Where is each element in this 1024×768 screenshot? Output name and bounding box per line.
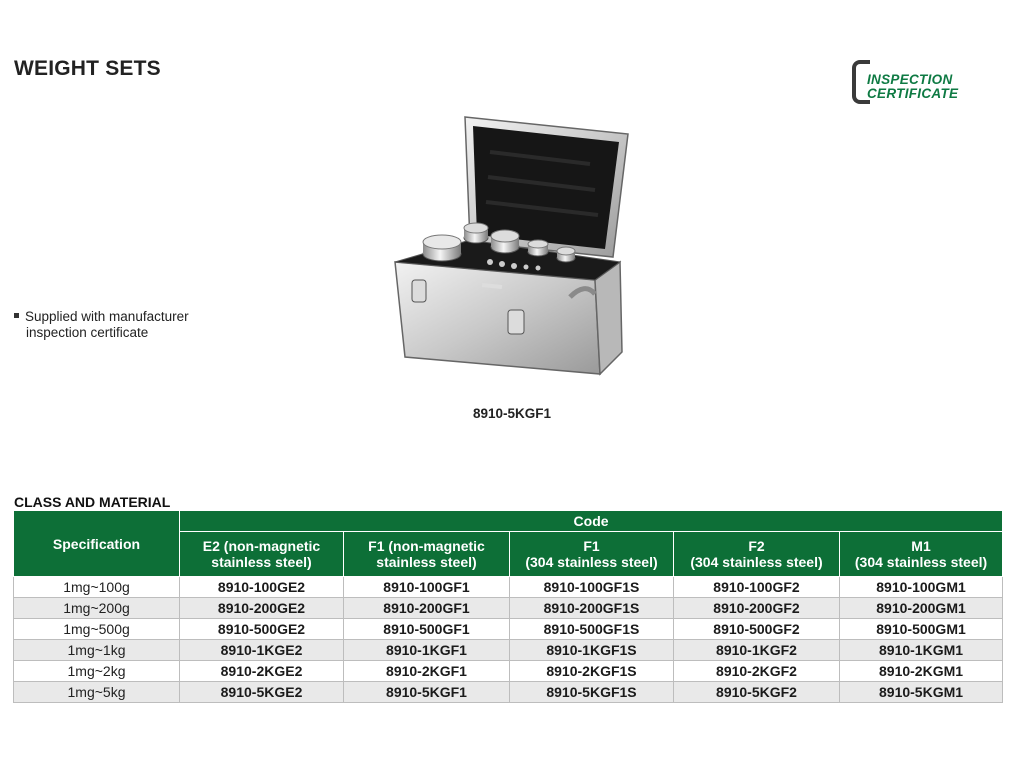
code-cell: 8910-500GF1 — [344, 619, 510, 640]
specification-cell: 1mg~5kg — [14, 682, 180, 703]
feature-bullet — [14, 309, 189, 341]
code-cell: 8910-100GM1 — [840, 577, 1003, 598]
column-header-line-2: stainless steel) — [376, 554, 477, 570]
weight-set-case-image — [390, 112, 635, 377]
specification-cell: 1mg~2kg — [14, 661, 180, 682]
code-cell: 8910-1KGF2 — [674, 640, 840, 661]
bullet-square-icon — [14, 313, 19, 318]
certificate-line-2: CERTIFICATE — [867, 86, 959, 101]
column-header-line-2: (304 stainless steel) — [854, 554, 988, 570]
code-cell: 8910-500GF2 — [674, 619, 840, 640]
inspection-certificate-logo — [852, 60, 988, 104]
code-cell: 8910-5KGF1 — [344, 682, 510, 703]
column-header-line-2: stainless steel) — [211, 554, 312, 570]
product-caption: 8910-5KGF1 — [472, 406, 552, 421]
code-cell: 8910-1KGF1 — [344, 640, 510, 661]
code-cell: 8910-500GF1S — [510, 619, 674, 640]
specification-cell: 1mg~500g — [14, 619, 180, 640]
column-header — [674, 532, 840, 577]
column-header — [510, 532, 674, 577]
column-header-line-1: E2 (non-magnetic — [202, 538, 321, 554]
table-row — [14, 598, 1003, 619]
specification-cell: 1mg~1kg — [14, 640, 180, 661]
column-header — [344, 532, 510, 577]
code-cell: 8910-2KGF2 — [674, 661, 840, 682]
table-row — [14, 661, 1003, 682]
code-cell: 8910-2KGF1S — [510, 661, 674, 682]
code-cell: 8910-5KGM1 — [840, 682, 1003, 703]
class-material-table — [13, 510, 1003, 703]
column-header-line-1: F1 (non-magnetic — [368, 538, 485, 554]
code-cell: 8910-200GM1 — [840, 598, 1003, 619]
code-cell: 8910-5KGF1S — [510, 682, 674, 703]
column-header — [840, 532, 1003, 577]
specification-header: Specification — [14, 511, 180, 577]
column-header-line-1: M1 — [911, 538, 931, 554]
code-cell: 8910-5KGE2 — [180, 682, 344, 703]
specification-cell: 1mg~100g — [14, 577, 180, 598]
code-cell: 8910-1KGE2 — [180, 640, 344, 661]
code-cell: 8910-1KGM1 — [840, 640, 1003, 661]
code-cell: 8910-2KGF1 — [344, 661, 510, 682]
page-title: WEIGHT SETS — [14, 57, 161, 80]
table-row — [14, 640, 1003, 661]
table-row — [14, 682, 1003, 703]
code-cell: 8910-500GE2 — [180, 619, 344, 640]
column-header-line-1: F1 — [583, 538, 600, 554]
table-row — [14, 577, 1003, 598]
code-cell: 8910-200GF1 — [344, 598, 510, 619]
code-cell: 8910-100GE2 — [180, 577, 344, 598]
column-header — [180, 532, 344, 577]
code-cell: 8910-2KGE2 — [180, 661, 344, 682]
code-cell: 8910-200GF1S — [510, 598, 674, 619]
specification-cell: 1mg~200g — [14, 598, 180, 619]
code-header: Code — [180, 511, 1003, 532]
column-header-line-2: (304 stainless steel) — [525, 554, 658, 570]
code-cell: 8910-1KGF1S — [510, 640, 674, 661]
code-cell: 8910-100GF1S — [510, 577, 674, 598]
code-cell: 8910-100GF2 — [674, 577, 840, 598]
feature-line-1: Supplied with manufacturer — [25, 309, 189, 324]
column-header-line-1: F2 — [748, 538, 765, 554]
code-cell: 8910-200GE2 — [180, 598, 344, 619]
column-header-line-2: (304 stainless steel) — [690, 554, 823, 570]
feature-line-2: inspection certificate — [26, 325, 149, 340]
section-title: CLASS AND MATERIAL — [14, 494, 171, 510]
table-row — [14, 619, 1003, 640]
code-cell: 8910-200GF2 — [674, 598, 840, 619]
code-cell: 8910-500GM1 — [840, 619, 1003, 640]
code-cell: 8910-100GF1 — [344, 577, 510, 598]
code-cell: 8910-5KGF2 — [674, 682, 840, 703]
code-cell: 8910-2KGM1 — [840, 661, 1003, 682]
certificate-line-1: INSPECTION — [867, 72, 953, 87]
